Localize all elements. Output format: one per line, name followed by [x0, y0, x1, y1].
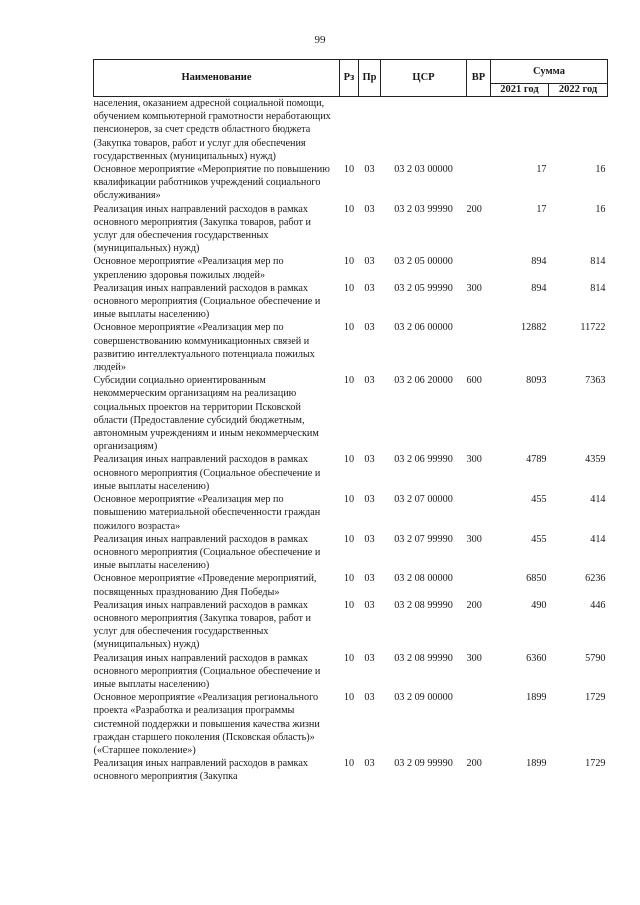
row-name: Реализация иных направлений расходов в рамках основного мероприятия (Социальное обеспечение и иные выплаты населению)	[93, 652, 321, 690]
row-name: Субсидии социально ориентированным некоммерческим организациям на реализацию социальных проектов на территории Псковской области (Предоставление субсидий бюджетным, автономным учреждениям и иным некоммерческим организациям)	[93, 375, 319, 453]
row-csr: 03 2 08 99990	[394, 599, 453, 611]
row-pr: 03	[364, 282, 375, 294]
row-name: Реализация иных направлений расходов в рамках основного мероприятия (Закупка товаров, работ и услуг для обеспечения государственных (муниципальных) нужд)	[93, 599, 311, 651]
row-sum-2022: 414	[590, 533, 606, 545]
row-rz: 10	[343, 692, 355, 704]
row-csr: 03 2 08 00000	[394, 573, 453, 585]
row-sum-2022: 5790	[585, 652, 606, 664]
row-rz: 10	[343, 494, 355, 506]
row-sum-2022: 1729	[585, 692, 606, 704]
row-sum-2021: 1899	[526, 758, 547, 770]
row-vr: 200	[466, 203, 482, 215]
row-name: Основное мероприятие «Мероприятие по повышению квалификации работников учреждений социального обслуживания»	[93, 164, 330, 202]
row-sum-2021: 6850	[526, 573, 547, 585]
table-row	[94, 282, 608, 322]
row-vr	[467, 163, 491, 203]
row-pr: 03	[364, 599, 375, 611]
row-pr: 03	[364, 533, 375, 545]
row-csr: 03 2 07 00000	[394, 494, 453, 506]
row-name: Основное мероприятие «Реализация мер по совершенствованию коммуникационных связей и развитию интеллектуального потенциала пожилых людей»	[93, 322, 315, 374]
row-sum-2022: 414	[590, 494, 606, 506]
row-pr: 03	[364, 375, 375, 387]
row-pr: 03	[364, 692, 375, 704]
row-pr: 03	[364, 322, 375, 334]
header-vr: ВР	[467, 60, 491, 97]
row-vr: 200	[466, 599, 482, 611]
row-sum-2022: 16	[595, 164, 606, 176]
table-row	[94, 757, 608, 783]
row-csr: 03 2 05 99990	[394, 282, 453, 294]
row-sum-2022: 4359	[585, 454, 606, 466]
row-rz: 10	[343, 322, 355, 334]
table-row	[94, 652, 608, 692]
row-rz: 10	[343, 164, 355, 176]
page-number: 99	[314, 34, 326, 46]
row-rz	[340, 97, 359, 164]
row-csr: 03 2 06 20000	[394, 375, 453, 387]
row-pr	[359, 97, 381, 164]
row-rz: 10	[343, 375, 355, 387]
row-sum-2022: 7363	[585, 375, 606, 387]
row-sum-2022: 11722	[580, 322, 606, 334]
row-vr: 300	[466, 454, 482, 466]
row-pr: 03	[364, 652, 375, 664]
row-name: населения, оказанием адресной социальной помощи, обучением компьютерной грамотности неработающих пенсионеров, за счет средств областного бюджета (Закупка товаров, работ и услуг для обеспечения государственных (муниципальных) нужд)	[93, 98, 331, 162]
header-pr: Пр	[359, 60, 381, 97]
row-csr	[381, 97, 467, 164]
header-year-2021: 2021 год	[491, 84, 549, 97]
row-rz: 10	[343, 282, 355, 294]
row-sum-2021: 8093	[526, 375, 547, 387]
row-sum-2021: 1899	[526, 692, 547, 704]
row-vr: 300	[466, 533, 482, 545]
row-pr: 03	[364, 573, 375, 585]
table-row	[94, 599, 608, 652]
row-sum-2021: 6360	[526, 652, 547, 664]
table-row	[94, 493, 608, 533]
row-sum-2022: 446	[590, 599, 606, 611]
row-rz: 10	[343, 203, 355, 215]
row-sum-2021	[491, 97, 549, 164]
row-vr: 300	[466, 652, 482, 664]
row-sum-2022: 6236	[585, 573, 606, 585]
table-row	[94, 453, 608, 493]
header-rz: Рз	[340, 60, 359, 97]
row-sum-2021: 455	[531, 494, 547, 506]
row-rz: 10	[343, 454, 355, 466]
row-name: Основное мероприятие «Реализация мер по укреплению здоровья пожилых людей»	[93, 256, 284, 281]
row-pr: 03	[364, 203, 375, 215]
row-sum-2021: 4789	[526, 454, 547, 466]
table-header	[94, 60, 608, 97]
row-vr	[467, 572, 491, 598]
row-vr	[467, 691, 491, 757]
row-pr: 03	[364, 758, 375, 770]
row-vr	[467, 255, 491, 281]
row-name: Основное мероприятие «Реализация регионального проекта «Разработка и реализация программы системной поддержки и повышения качества жизни граждан старшего поколения (Псковская область)» («Старшее поколение»)	[93, 692, 320, 756]
row-vr: 600	[466, 375, 482, 387]
table-row	[94, 533, 608, 573]
row-name: Реализация иных направлений расходов в рамках основного мероприятия (Социальное обеспечение и иные выплаты населению)	[93, 454, 321, 492]
row-pr: 03	[364, 164, 375, 176]
row-name: Реализация иных направлений расходов в рамках основного мероприятия (Социальное обеспечение и иные выплаты населению)	[93, 533, 321, 572]
row-pr: 03	[364, 494, 375, 506]
row-name: Основное мероприятие «Проведение мероприятий, посвященных празднованию Дня Победы»	[93, 573, 317, 598]
row-pr: 03	[364, 454, 375, 466]
header-csr: ЦСР	[381, 60, 467, 97]
row-vr	[467, 321, 491, 374]
row-vr	[467, 97, 491, 164]
row-csr: 03 2 06 99990	[394, 454, 453, 466]
row-sum-2021: 17	[536, 203, 547, 215]
row-name: Реализация иных направлений расходов в рамках основного мероприятия (Закупка товаров, работ и услуг для обеспечения государственных (муниципальных) нужд)	[93, 203, 311, 255]
table-row	[94, 691, 608, 757]
table-row	[94, 572, 608, 598]
row-vr: 300	[466, 282, 482, 294]
row-sum-2022: 814	[590, 282, 606, 294]
budget-table	[93, 59, 608, 784]
row-csr: 03 2 03 00000	[394, 164, 453, 176]
row-rz: 10	[343, 758, 355, 770]
row-rz: 10	[343, 533, 355, 545]
row-sum-2021: 12882	[521, 322, 547, 334]
row-sum-2021: 894	[531, 282, 547, 294]
header-sum: Сумма	[491, 60, 608, 84]
row-vr	[467, 493, 491, 533]
header-name: Наименование	[94, 60, 340, 97]
row-vr: 200	[466, 758, 482, 770]
row-csr: 03 2 09 99990	[394, 758, 453, 770]
row-csr: 03 2 05 00000	[394, 256, 453, 268]
header-year-2022: 2022 год	[549, 84, 608, 97]
row-sum-2021: 490	[531, 599, 547, 611]
table-row	[94, 321, 608, 374]
table-row	[94, 163, 608, 203]
row-csr: 03 2 06 00000	[394, 322, 453, 334]
table-row	[94, 255, 608, 281]
row-csr: 03 2 08 99990	[394, 652, 453, 664]
table-body	[94, 97, 608, 784]
row-sum-2022: 1729	[585, 758, 606, 770]
row-sum-2021: 894	[531, 256, 547, 268]
table-row	[94, 203, 608, 256]
row-rz: 10	[343, 256, 355, 268]
row-rz: 10	[343, 652, 355, 664]
row-sum-2021: 455	[531, 533, 547, 545]
row-csr: 03 2 07 99990	[394, 533, 453, 545]
row-name: Основное мероприятие «Реализация мер по повышению материальной обеспеченности граждан пожилого возраста»	[93, 494, 321, 532]
row-sum-2022: 16	[595, 203, 606, 215]
row-sum-2021: 17	[536, 164, 547, 176]
row-pr: 03	[364, 256, 375, 268]
row-name: Реализация иных направлений расходов в рамках основного мероприятия (Закупка	[93, 758, 308, 783]
row-rz: 10	[343, 599, 355, 611]
row-csr: 03 2 03 99990	[394, 203, 453, 215]
row-sum-2022	[549, 97, 608, 164]
row-rz: 10	[343, 573, 355, 585]
row-sum-2022: 814	[590, 256, 606, 268]
table-row	[94, 97, 608, 164]
row-name: Реализация иных направлений расходов в рамках основного мероприятия (Социальное обеспечение и иные выплаты населению)	[93, 282, 321, 321]
table-row	[94, 374, 608, 453]
row-csr: 03 2 09 00000	[394, 692, 453, 704]
